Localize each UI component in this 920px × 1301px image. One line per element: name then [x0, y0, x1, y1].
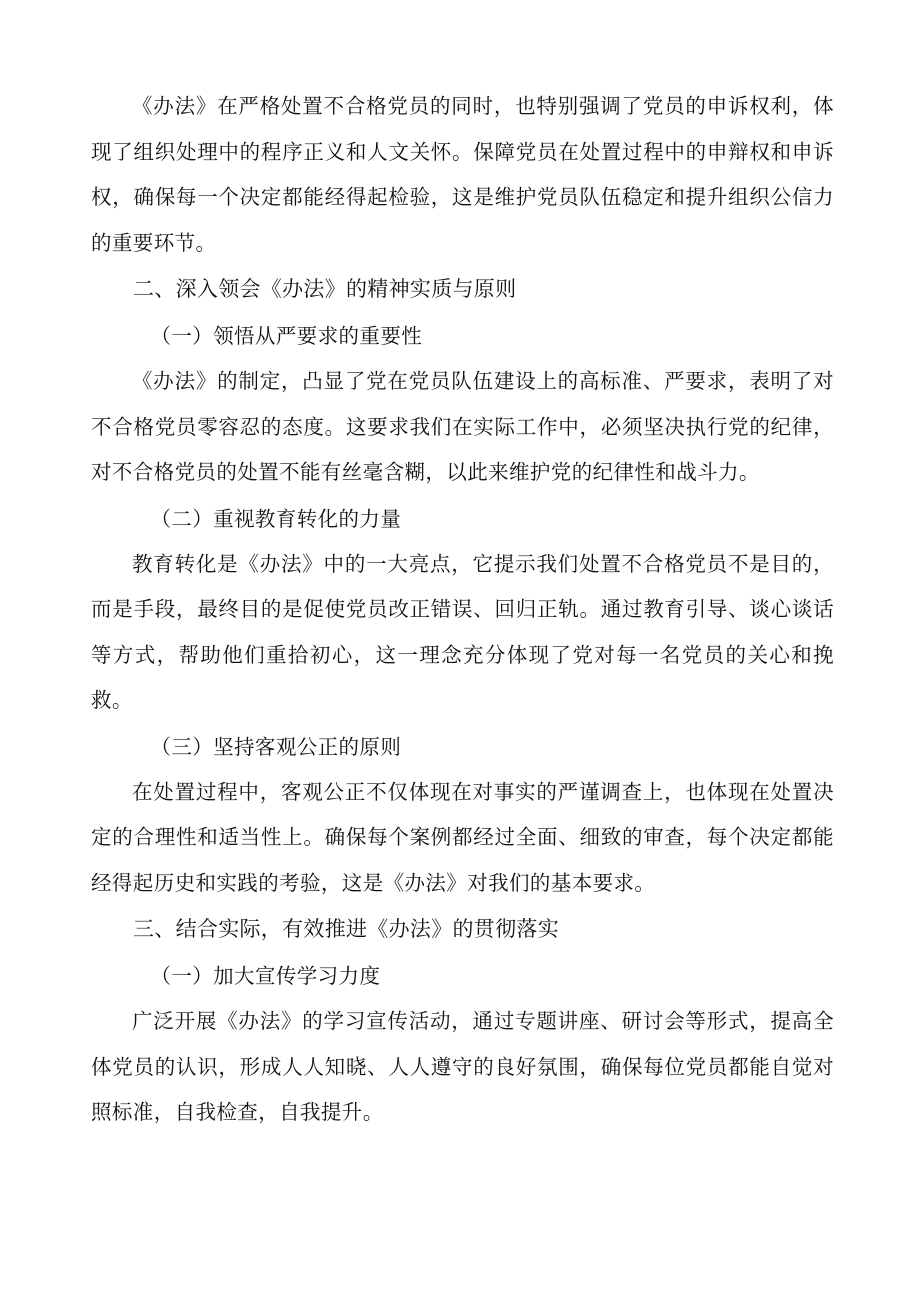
section-heading-3: 三、结合实际，有效推进《办法》的贯彻落实	[133, 917, 559, 941]
paragraph-2-1: 《办法》的制定，凸显了党在党员队伍建设上的高标准、严要求，表明了对不合格党员零容忍的态度。这要求我们在实际工作中，必须坚决执行党的纪律，对不合格党员的处置不能有丝毫含糊，以此来维护党的纪律性和战斗力。	[91, 369, 834, 484]
paragraph-3-1: 广泛开展《办法》的学习宣传活动，通过专题讲座、研讨会等形式，提高全体党员的认识，形成人人知晓、人人遵守的良好氛围，确保每位党员都能自觉对照标准，自我检查，自我提升。	[91, 1009, 834, 1124]
paragraph-2-2: 教育转化是《办法》中的一大亮点，它提示我们处置不合格党员不是目的，而是手段，最终目的是促使党员改正错误、回归正轨。通过教育引导、谈心谈话等方式，帮助他们重拾初心，这一理念充分体现了党对每一名党员的关心和挽救。	[91, 551, 834, 712]
subheading-2-3: （三）坚持客观公正的原则	[150, 734, 402, 759]
subheading-2-2: （二）重视教育转化的力量	[150, 506, 402, 531]
section-heading-2: 二、深入领会《办法》的精神实质与原则	[133, 277, 517, 301]
subheading-3-1: （一）加大宣传学习力度	[150, 964, 381, 988]
subheading-2-1: （一）领悟从严要求的重要性	[150, 324, 423, 348]
paragraph-appeal-rights: 《办法》在严格处置不合格党员的同时，也特别强调了党员的申诉权利，体现了组织处理中的程序正义和人文关怀。保障党员在处置过程中的申辩权和申诉权，确保每一个决定都能经得起检验，这是维护党员队伍稳定和提升组织公信力的重要环节。	[91, 94, 834, 255]
paragraph-2-3: 在处置过程中，客观公正不仅体现在对事实的严谨调查上，也体现在处置决定的合理性和适当性上。确保每个案例都经过全面、细致的审查，每个决定都能经得起历史和实践的考验，这是《办法》对我们的基本要求。	[91, 779, 834, 895]
